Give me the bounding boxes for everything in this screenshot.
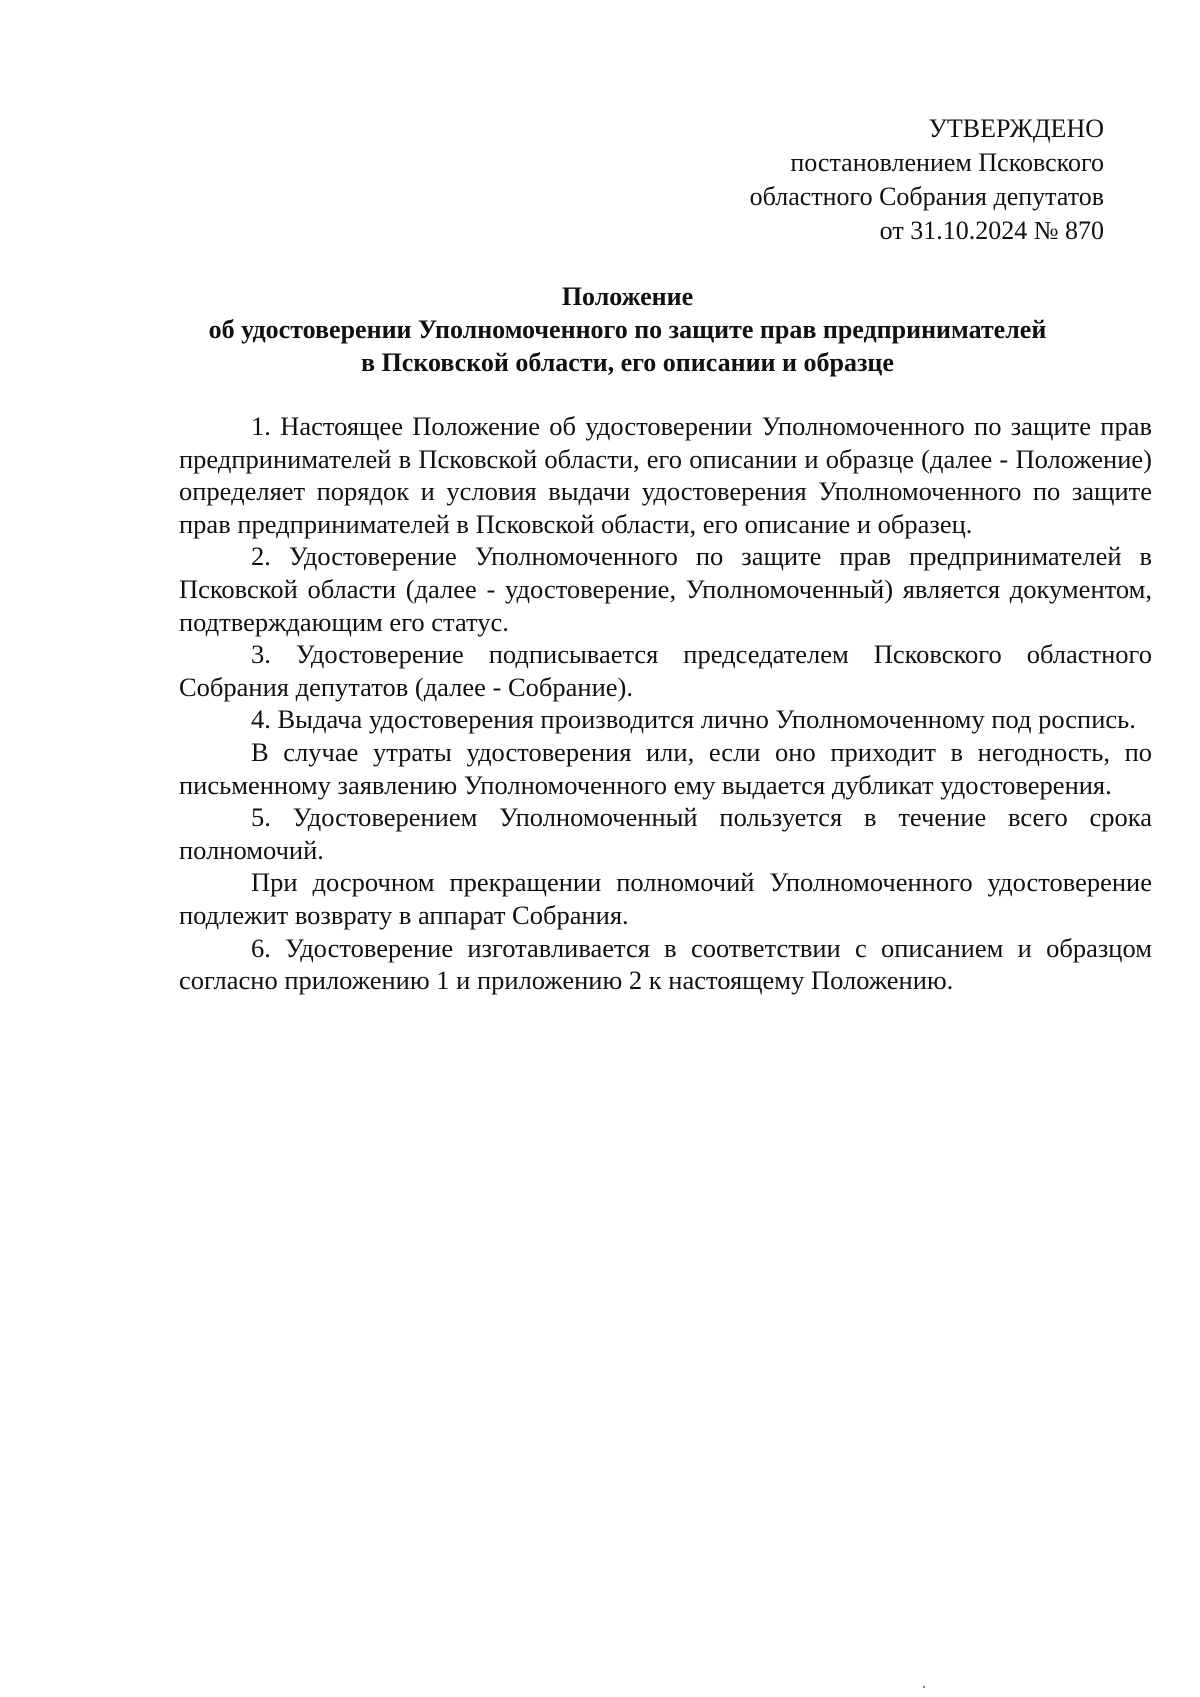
paragraph-5-return: При досрочном прекращении полномочий Уполномоченного удостоверение подлежит возврату в аппарат Собрания. — [179, 867, 1152, 930]
paragraph-5: 5. Удостоверением Уполномоченный пользуется в течение всего срока полномочий. — [179, 802, 1152, 865]
paragraph-4-duplicate: В случае утраты удостоверения или, если оно приходит в негодность, по письменному заявлению Уполномоченного ему выдается дубликат удостоверения. — [179, 736, 1152, 800]
paragraph-2: 2. Удостоверение Уполномоченного по защите прав предпринимателей в Псковской области (далее - удостоверение, Уполномоченный) является документом, подтверждающим его статус. — [179, 541, 1152, 637]
paragraph-6: 6. Удостоверение изготавливается в соответствии с описанием и образцом согласно приложению 1 и приложению 2 к настоящему Положению. — [179, 932, 1152, 996]
approval-block — [584, 112, 1104, 248]
paragraph-4: 4. Выдача удостоверения производится лично Уполномоченному под роспись. — [251, 704, 1136, 735]
approval-line-1: постановлением Псковского — [790, 148, 1104, 177]
approval-line-2: областного Собрания депутатов — [749, 182, 1104, 211]
document-title — [150, 280, 1105, 379]
scan-speck — [923, 1686, 925, 1688]
title-line-1: Положение — [561, 282, 694, 311]
document-body — [179, 410, 1152, 997]
title-line-2: об удостоверении Уполномоченного по защите прав предпринимателей — [208, 315, 1047, 344]
title-line-3: в Псковской области, его описании и образце — [361, 348, 894, 377]
paragraph-3: 3. Удостоверение подписывается председателем Псковского областного Собрания депутатов (далее - Собрание). — [179, 639, 1152, 702]
approval-status: УТВЕРЖДЕНО — [928, 114, 1104, 143]
paragraph-1: 1. Настоящее Положение об удостоверении Уполномоченного по защите прав предпринимателей в Псковской области, его описании и образце (далее - Положение) определяет порядок и условия выдачи удостоверения Уполномоченного по защите прав предпринимателей в Псковской области, его описание и образец. — [179, 411, 1152, 539]
approval-date-number: от 31.10.2024 № 870 — [879, 216, 1104, 245]
